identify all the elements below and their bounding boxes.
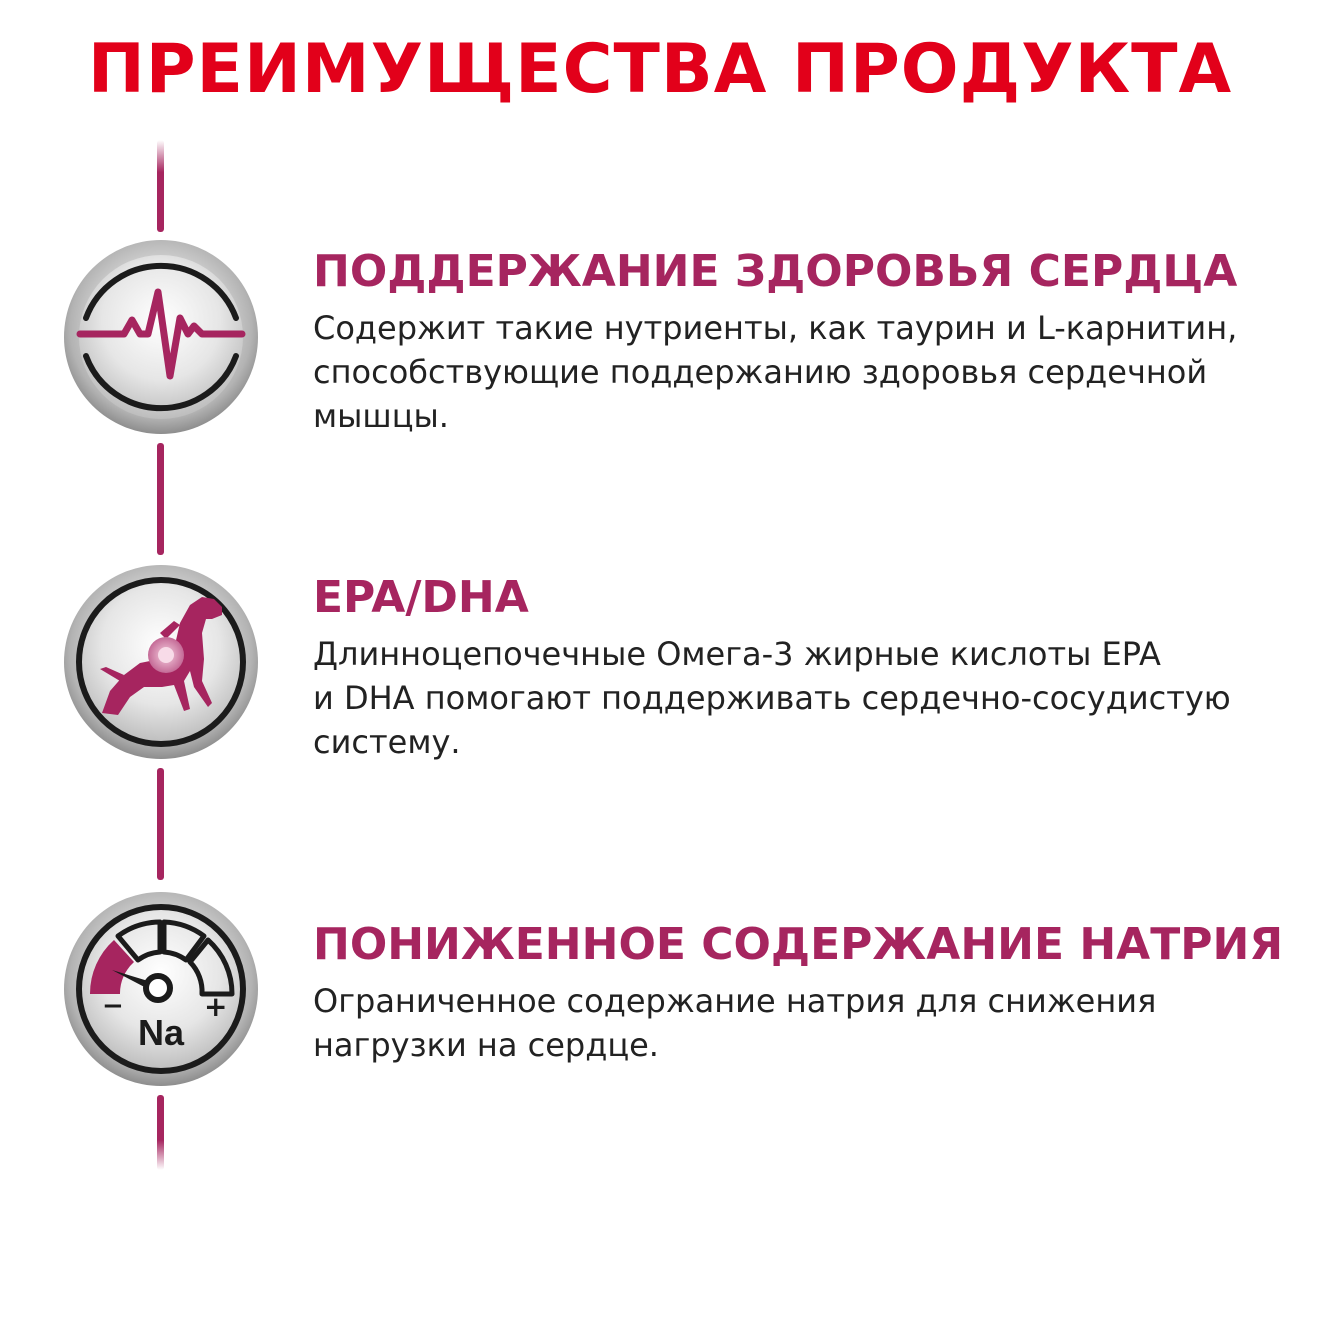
gauge-minus-sign: − [102,991,124,1021]
feature-title: EPA/DHA [313,572,529,623]
timeline-line [157,443,164,555]
timeline-line [157,1095,164,1170]
timeline-line [157,768,164,880]
feature-description: Длинноцепочечные Омега-3 жирные кислоты EPA и DHA помогают поддерживать сердечно-сосудистую систему. [313,635,1231,761]
feature-low-sodium [313,919,1284,1067]
sodium-gauge-icon [62,890,260,1088]
sodium-symbol: Na [137,1012,185,1053]
feature-description: Ограниченное содержание натрия для снижения нагрузки на сердце. [313,982,1157,1064]
timeline-line [157,140,164,232]
gauge-plus-sign: + [204,990,228,1023]
feature-description: Содержит такие нутриенты, как таурин и L-карнитин, способствующие поддержанию здоровья сердечной мышцы. [313,309,1238,435]
dog-heart-icon [62,563,260,761]
heartbeat-icon [62,238,260,436]
feature-title: ПОДДЕРЖАНИЕ ЗДОРОВЬЯ СЕРДЦА [313,246,1238,297]
feature-heart-health [313,246,1273,438]
page-title: ПРЕИМУЩЕСТВА ПРОДУКТА [87,30,1233,109]
feature-epa-dha [313,572,1273,764]
feature-title: ПОНИЖЕННОЕ СОДЕРЖАНИЕ НАТРИЯ [313,919,1284,970]
